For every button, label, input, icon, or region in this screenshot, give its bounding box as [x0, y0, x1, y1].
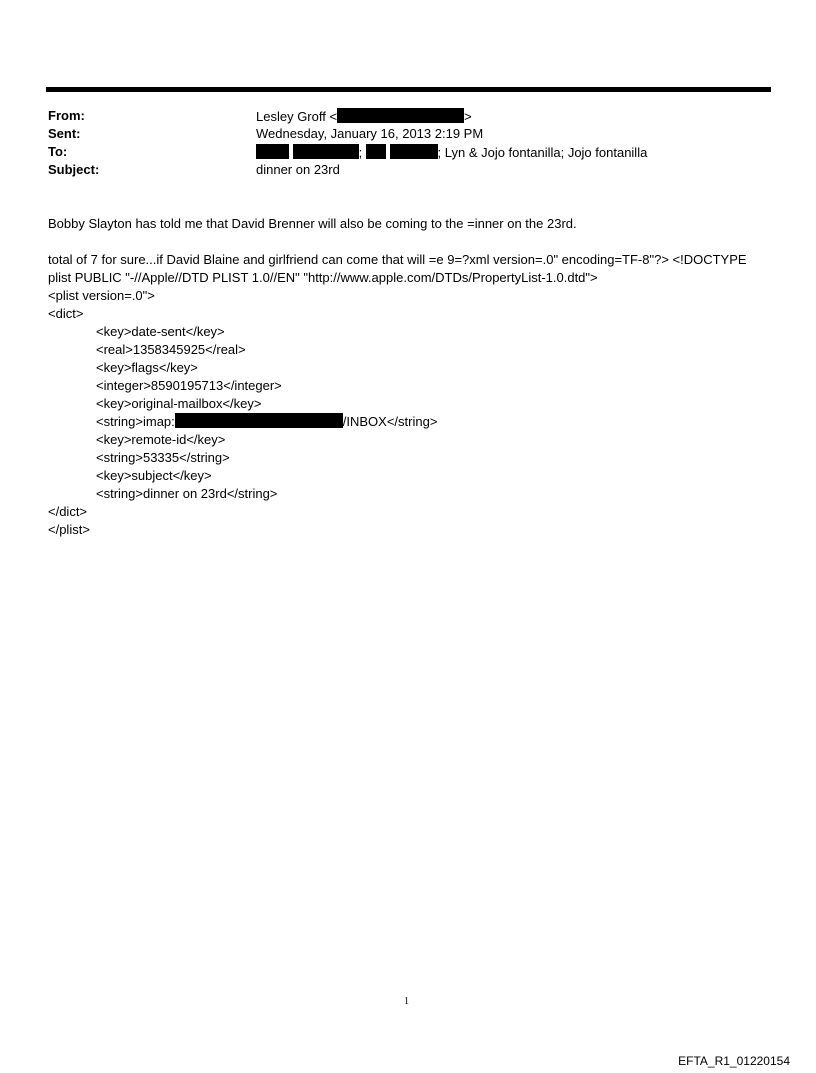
subject-label: Subject:: [48, 162, 100, 177]
header-rule: [46, 87, 771, 92]
to-recipients: ; Lyn & Jojo fontanilla; Jojo fontanilla: [437, 145, 648, 160]
plist-line: <key>original-mailbox</key>: [96, 396, 262, 411]
plist-line: <key>remote-id</key>: [96, 432, 226, 447]
plist-open: <plist version=.0">: [48, 288, 155, 303]
sent-value: Wednesday, January 16, 2013 2:19 PM: [256, 126, 484, 141]
to-label: To:: [48, 144, 68, 159]
from-label: From:: [48, 108, 85, 123]
redaction-box: [337, 108, 464, 123]
plist-line: <key>flags</key>: [96, 360, 198, 375]
plist-line: <integer>8590195713</integer>: [96, 378, 282, 393]
redaction-box: [390, 144, 438, 159]
imap-suffix: /INBOX</string>: [342, 414, 438, 429]
from-close: >: [464, 109, 472, 124]
page-number: 1: [404, 996, 409, 1007]
plist-line: <key>subject</key>: [96, 468, 212, 483]
plist-line: <string>dinner on 23rd</string>: [96, 486, 278, 501]
sent-label: Sent:: [48, 126, 81, 141]
document-id: EFTA_R1_01220154: [678, 1054, 790, 1068]
body-paragraph-1: Bobby Slayton has told me that David Brenner will also be coming to the =inner on the 23rd.: [48, 216, 577, 231]
from-name: Lesley Groff <: [256, 109, 338, 124]
redaction-box: [175, 413, 343, 428]
dict-close: </dict>: [48, 504, 88, 519]
to-value: [256, 144, 647, 160]
body-paragraph-2-line-1: total of 7 for sure...if David Blaine and girlfriend can come that will =e 9=?xml version=.0" encoding=TF-8"?> <!DOCTYPE: [48, 252, 747, 267]
redaction-box: [366, 144, 386, 159]
plist-close: </plist>: [48, 522, 90, 537]
dict-open: <dict>: [48, 306, 84, 321]
to-separator: ;: [358, 145, 363, 160]
subject-value: dinner on 23rd: [256, 162, 340, 177]
from-value: [256, 108, 472, 124]
redaction-box: [293, 144, 359, 159]
plist-line: <real>1358345925</real>: [96, 342, 246, 357]
plist-line: <string>53335</string>: [96, 450, 230, 465]
body-paragraph-2-line-2: plist PUBLIC "-//Apple//DTD PLIST 1.0//EN" "http://www.apple.com/DTDs/PropertyList-1.0.dtd">: [48, 270, 598, 285]
imap-prefix: <string>imap:: [96, 414, 175, 429]
redaction-box: [256, 144, 289, 159]
plist-line-imap: [96, 413, 437, 431]
plist-line: <key>date-sent</key>: [96, 324, 225, 339]
